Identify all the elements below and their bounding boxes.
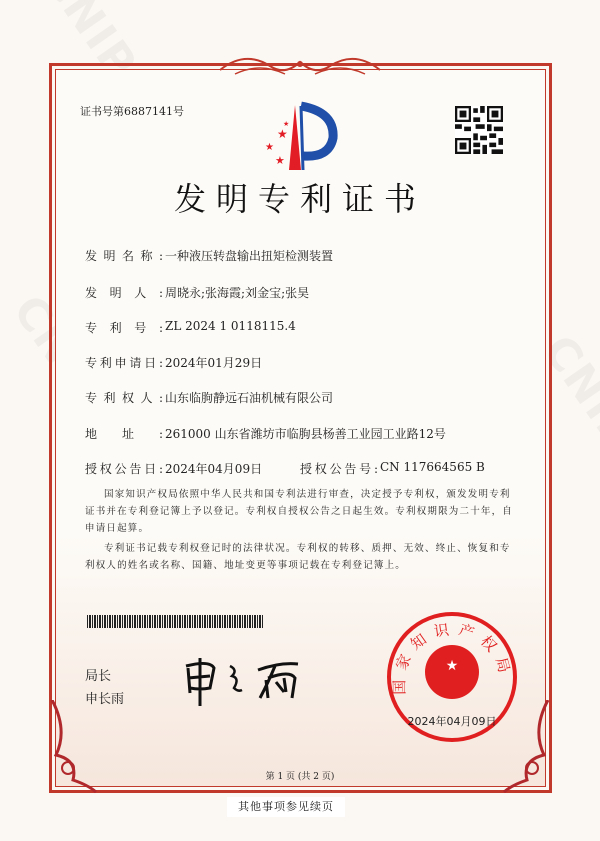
chief-name: 申长雨 [85, 692, 125, 707]
field-grant-date [85, 460, 262, 477]
field-value: 2024年04月09日 [165, 462, 263, 476]
certificate-number: 证书号第6887141号 [80, 105, 184, 118]
field-value: ZL 2024 1 0118115.4 [165, 319, 296, 333]
field-label: 授权公告号: [300, 462, 378, 476]
svg-text:★: ★ [275, 154, 285, 167]
field-address [85, 425, 446, 442]
field-label: 专利号: [85, 321, 163, 335]
field-value: CN 117664565 B [380, 460, 485, 474]
seal-date: 2024年04月09日 [407, 715, 497, 728]
field-label: 发明人: [85, 286, 163, 300]
page-number: 第 1 页 (共 2 页) [265, 772, 335, 782]
svg-text:★: ★ [283, 120, 290, 128]
barcode [87, 615, 263, 628]
certificate-title: 发明专利证书 [173, 180, 426, 218]
legal-paragraph-1: 国家知识产权局依照中华人民共和国专利法进行审查，决定授予专利权，颁发发明专利证书并在专利登记簿上予以登记。专利权自授权公告之日起生效。专利权期限为二十年，自申请日起算。 [85, 489, 514, 534]
field-label: 专利权人: [85, 391, 163, 405]
field-value: 261000 山东省潍坊市临朐县杨善工业园工业路12号 [165, 427, 446, 441]
field-inventors [85, 284, 309, 301]
signature [180, 648, 310, 708]
field-application-date [85, 354, 262, 371]
field-invention-name [85, 247, 333, 264]
legal-paragraph-2: 专利证书记载专利权登记时的法律状况。专利权的转移、质押、无效、终止、恢复和专利权人的姓名或名称、国籍、地址变更等事项记载在专利登记簿上。 [85, 543, 511, 571]
field-patent-number [85, 319, 296, 336]
svg-text:★: ★ [445, 658, 459, 674]
top-ornament [215, 48, 385, 82]
field-label: 授权公告日: [85, 462, 163, 476]
field-value: 山东临朐静远石油机械有限公司 [165, 391, 334, 405]
field-label: 地址: [85, 427, 163, 441]
cnipa-logo [255, 100, 345, 175]
svg-text:★: ★ [265, 142, 274, 153]
official-seal [385, 610, 520, 745]
field-value: 周晓永;张海霞;刘金宝;张昊 [165, 286, 310, 300]
continuation-note: 其他事项参见续页 [227, 797, 345, 817]
seal-text: 国家知识产权局 [390, 619, 516, 695]
field-patentee [85, 389, 333, 406]
svg-text:★: ★ [277, 127, 288, 141]
field-label: 发明名称: [85, 249, 163, 263]
chief-title: 局长 [85, 669, 112, 684]
field-value: 2024年01月29日 [165, 356, 263, 370]
field-value: 一种液压转盘输出扭矩检测装置 [165, 249, 334, 263]
qr-code [455, 106, 503, 154]
field-grant-number [300, 460, 485, 477]
field-label: 专利申请日: [85, 356, 163, 370]
